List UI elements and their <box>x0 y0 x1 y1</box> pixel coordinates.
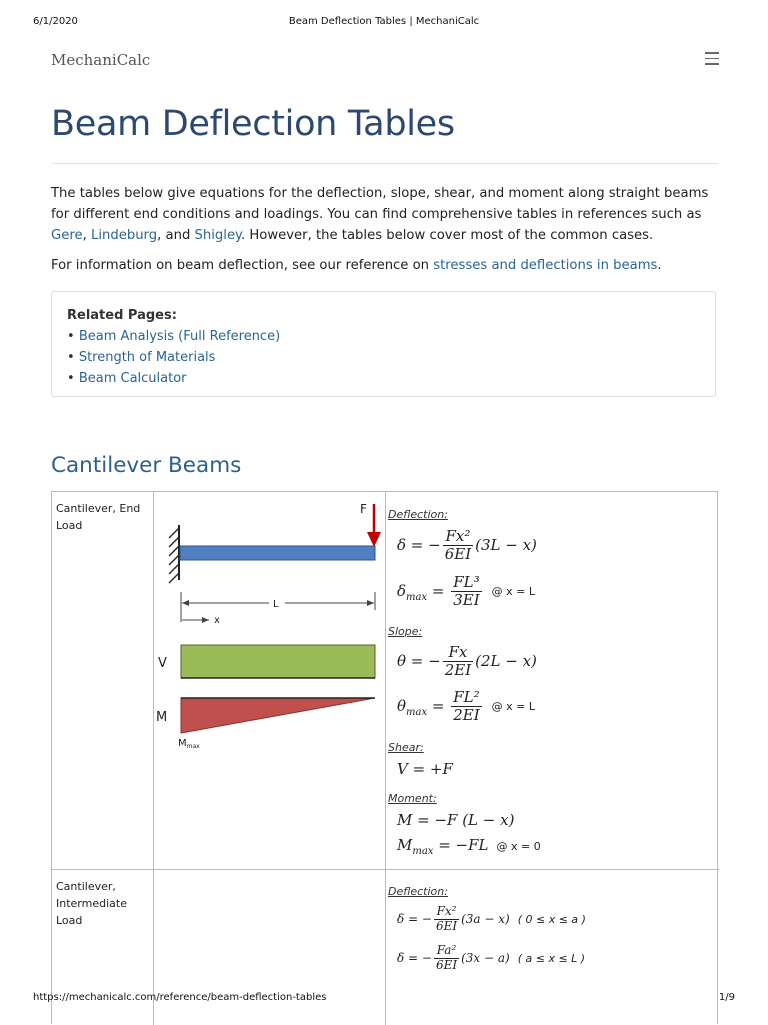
site-logo[interactable]: MechaniCalc <box>51 51 151 69</box>
gere-link[interactable]: Gere <box>51 228 83 243</box>
deflection-heading-2: Deflection: <box>388 885 448 898</box>
related-link-beam-calculator[interactable]: Beam Calculator <box>78 371 187 386</box>
deflection-equation-2a: δ = − $\frac{\text{Fx²}}{6EI}$ (3a − x) ( 0 ≤ x ≤ a ) <box>397 904 586 933</box>
related-pages-title: Related Pages: <box>67 308 177 323</box>
info-paragraph: For information on beam deflection, see our reference on stresses and deflections in beams. <box>51 258 662 273</box>
moment-diagram <box>181 698 375 733</box>
force-label: F <box>360 502 367 516</box>
row-label-intermediate-load: Cantilever, Intermediate Load <box>56 880 127 927</box>
section-title: Cantilever Beams <box>51 453 242 478</box>
divider <box>51 163 718 164</box>
page-title: Beam Deflection Tables <box>51 104 455 144</box>
stresses-deflections-link[interactable]: stresses and deflections in beams <box>433 258 658 273</box>
slope-heading: Slope: <box>388 625 423 638</box>
deflection-equation: δ = − $\frac{\text{Fx²}}{6EI}$ (3L − x) <box>397 527 537 564</box>
intro-paragraph: The tables below give equations for the deflection, slope, shear, and moment along straight beams for different end conditions and loadings. You can find comprehensive tables in references such as Gere, Lindeburg, and Shigley. However, the tables below cover most of the common cases. <box>51 186 709 243</box>
shear-diagram <box>181 645 375 678</box>
print-date: 6/1/2020 <box>33 16 78 27</box>
moment-equation: M = −F (L − x) <box>397 811 515 829</box>
shear-diagram-label: V <box>158 656 167 671</box>
shear-heading: Shear: <box>388 741 424 754</box>
mmax-label: $M_{max}$ <box>178 738 200 750</box>
shigley-link[interactable]: Shigley <box>194 228 241 243</box>
beam-shape <box>180 546 375 560</box>
beam-table <box>51 491 718 1024</box>
slope-equation: θ = − $\frac{Fx}{2EI}$ (2L − x) <box>397 643 537 680</box>
cantilever-end-load-diagram <box>154 492 385 868</box>
print-url: https://mechanicalc.com/reference/beam-deflection-tables <box>33 992 327 1003</box>
deflection-heading: Deflection: <box>388 508 448 521</box>
max-deflection-equation: $\delta_{max}$ = $\frac{\text{FL³}}{3EI}$ @ x = L <box>397 573 536 610</box>
related-link-beam-analysis[interactable]: Beam Analysis (Full Reference) <box>78 329 281 344</box>
shear-equation: V = +F <box>397 760 453 778</box>
moment-diagram-label: M <box>156 710 168 725</box>
print-page-number: 1/9 <box>718 992 735 1003</box>
moment-heading: Moment: <box>388 792 437 805</box>
deflection-equation-2b: δ = − $\frac{\text{Fa²}}{6EI}$ (3x − a) ( a ≤ x ≤ L ) <box>397 943 586 972</box>
lindeburg-link[interactable]: Lindeburg <box>90 228 158 243</box>
related-link-strength-materials[interactable]: Strength of Materials <box>78 350 216 365</box>
x-label: x <box>214 615 220 626</box>
hamburger-menu-icon[interactable] <box>705 52 719 65</box>
max-moment-equation: $M_{max} = -FL$ @ x = 0 <box>397 836 541 857</box>
print-title: Beam Deflection Tables | MechaniCalc <box>288 16 480 27</box>
length-label: L <box>273 599 279 610</box>
max-slope-equation: $\theta_{max}$ = $\frac{\text{FL²}}{2EI}$ @ x = L <box>397 688 536 725</box>
related-pages-box: Related Pages: • Beam Analysis (Full Reference) • Strength of Materials • Beam Calculator <box>51 291 716 397</box>
row-label-end-load: Cantilever, End Load <box>56 502 141 532</box>
